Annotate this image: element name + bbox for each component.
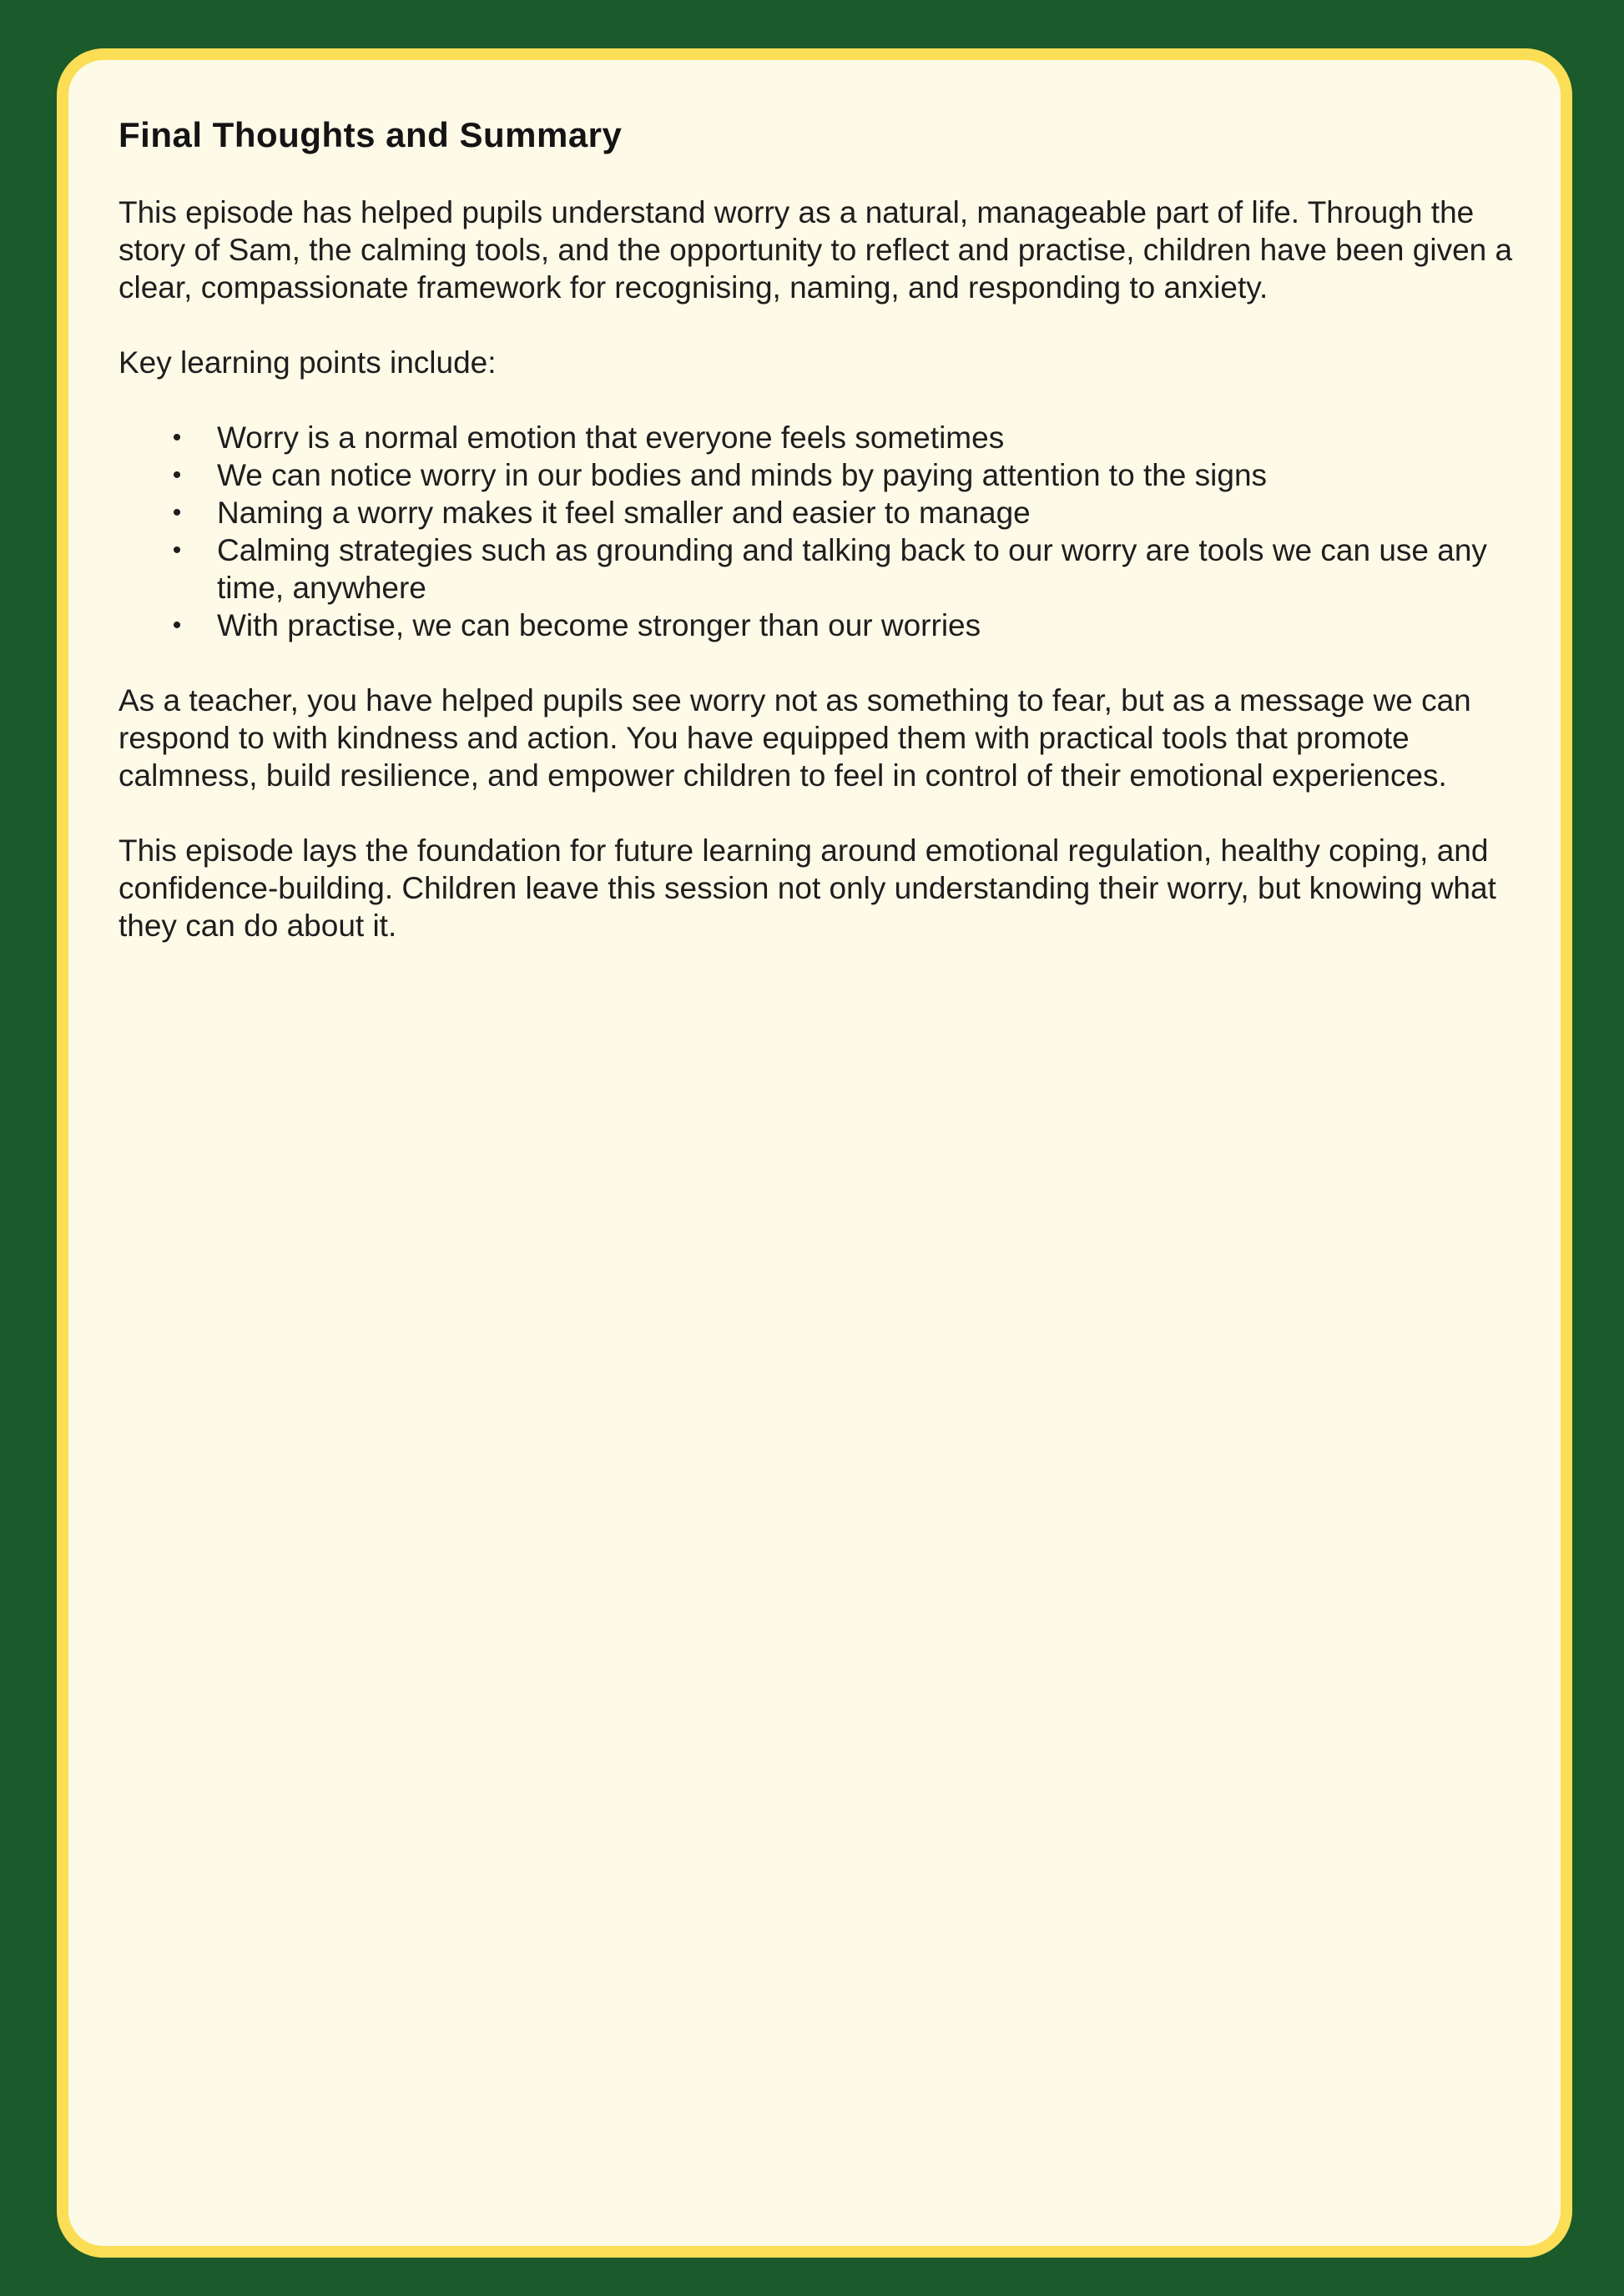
bullet-icon: • — [172, 424, 182, 451]
list-item — [119, 494, 1521, 531]
bullet-icon: • — [172, 461, 182, 489]
list-item — [119, 531, 1521, 607]
list-item — [119, 419, 1521, 456]
list-item-text: With practise, we can become stronger than our worries — [217, 608, 981, 642]
closing-paragraph: This episode lays the foundation for future learning around emotional regulation, healthy coping, and confidence-building. Children leave this session not only understanding their worry, but knowing what they can do about it. — [119, 833, 1496, 943]
document-body — [119, 112, 1521, 944]
list-item — [119, 607, 1521, 644]
teacher-paragraph: As a teacher, you have helped pupils see worry not as something to fear, but as a message we can respond to with kindness and action. You have equipped them with practical tools that promote calmness, build resilience, and empower children to feel in control of their emotional experiences. — [119, 683, 1471, 793]
list-item-text: Calming strategies such as grounding and talking back to our worry are tools we can use any time, anywhere — [217, 533, 1487, 605]
key-points-list — [119, 419, 1521, 644]
list-item-text: Worry is a normal emotion that everyone feels sometimes — [217, 420, 1005, 455]
list-item-text: We can notice worry in our bodies and minds by paying attention to the signs — [217, 458, 1268, 492]
bullet-icon: • — [172, 499, 182, 526]
intro-paragraph: This episode has helped pupils understand worry as a natural, manageable part of life. Through the story of Sam, the calming tools, and the opportunity to reflect and practise, children have been given a clear, compassionate framework for recognising, naming, and responding to anxiety. — [119, 195, 1513, 305]
list-item-text: Naming a worry makes it feel smaller and easier to manage — [217, 496, 1031, 530]
bullet-icon: • — [172, 536, 182, 564]
list-item — [119, 456, 1521, 494]
key-points-lead: Key learning points include: — [119, 345, 497, 380]
bullet-icon: • — [172, 612, 182, 639]
page-title: Final Thoughts and Summary — [119, 115, 623, 154]
